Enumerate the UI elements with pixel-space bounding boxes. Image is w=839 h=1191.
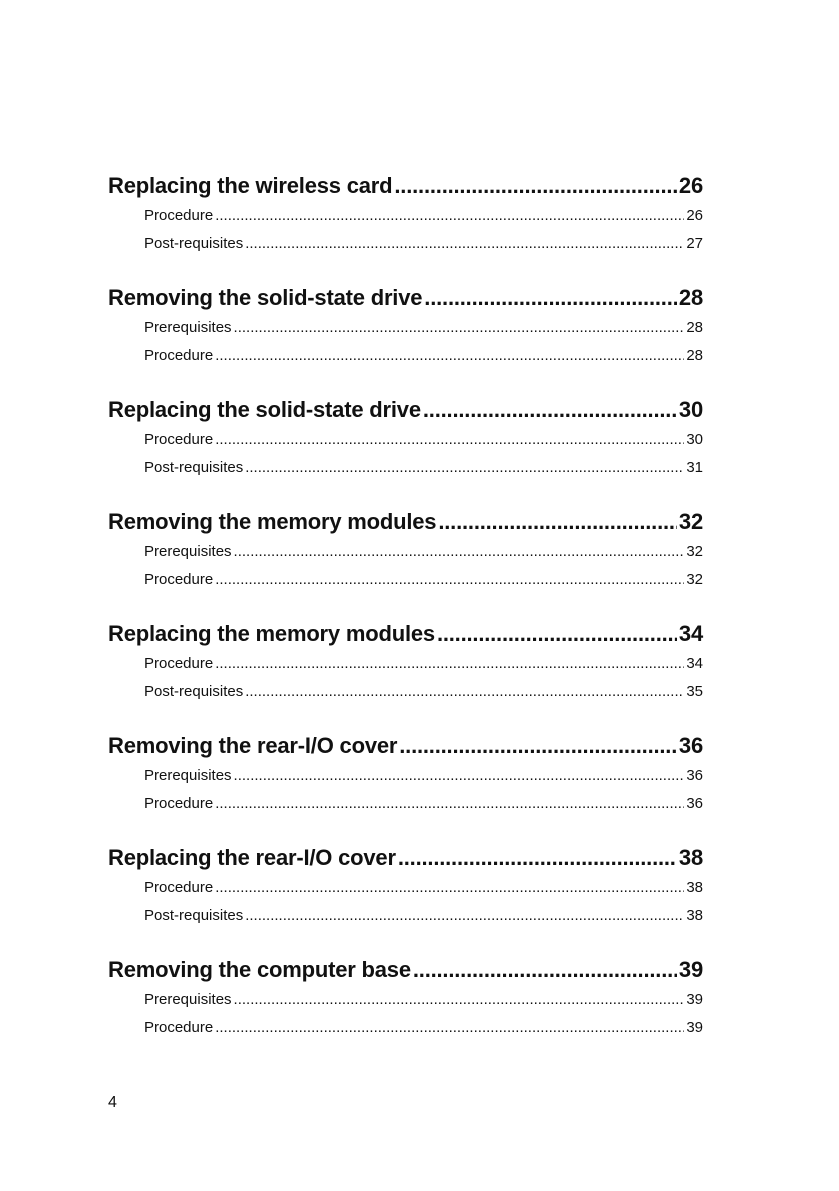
dot-leader <box>398 842 677 874</box>
dot-leader <box>245 678 684 706</box>
toc-heading-link[interactable] <box>108 394 703 426</box>
toc-entry-label: Post-requisites <box>144 907 244 924</box>
toc-section <box>108 170 703 258</box>
dot-leader <box>215 790 684 818</box>
dot-leader <box>394 170 677 202</box>
dot-leader <box>399 730 677 762</box>
toc-entry-label: Prerequisites <box>144 543 232 560</box>
toc-entry-label: Procedure <box>144 1019 214 1036</box>
dot-leader <box>437 618 677 650</box>
dot-leader <box>234 986 685 1014</box>
toc-heading-page: 36 <box>678 733 703 758</box>
toc-heading-link[interactable] <box>108 170 703 202</box>
toc-entry-link[interactable] <box>108 566 703 594</box>
toc-section <box>108 954 703 1042</box>
toc-entry-page: 36 <box>686 767 703 784</box>
toc-heading-link[interactable] <box>108 506 703 538</box>
dot-leader <box>215 650 684 678</box>
toc-heading-title: Removing the memory modules <box>108 509 437 534</box>
toc-section <box>108 282 703 370</box>
toc-entry-label: Prerequisites <box>144 767 232 784</box>
toc-entry-link[interactable] <box>108 454 703 482</box>
toc-entry-label: Post-requisites <box>144 459 244 476</box>
toc-heading-page: 34 <box>678 621 703 646</box>
toc-entry-label: Procedure <box>144 571 214 588</box>
toc-heading-page: 26 <box>678 173 703 198</box>
toc-entry-page: 31 <box>686 459 703 476</box>
toc-section <box>108 730 703 818</box>
toc-entry-link[interactable] <box>108 790 703 818</box>
dot-leader <box>413 954 677 986</box>
toc-section <box>108 506 703 594</box>
toc-heading-title: Removing the solid-state drive <box>108 285 423 310</box>
dot-leader <box>215 1014 684 1042</box>
toc-entry-label: Prerequisites <box>144 991 232 1008</box>
toc-entry-link[interactable] <box>108 202 703 230</box>
dot-leader <box>245 902 684 930</box>
toc-entry-label: Procedure <box>144 207 214 224</box>
dot-leader <box>423 394 677 426</box>
dot-leader <box>215 566 684 594</box>
table-of-contents <box>108 170 703 1066</box>
toc-heading-page: 30 <box>678 397 703 422</box>
toc-heading-title: Replacing the rear-I/O cover <box>108 845 396 870</box>
page-number: 4 <box>108 1094 117 1111</box>
toc-entry-page: 39 <box>686 991 703 1008</box>
toc-entry-label: Prerequisites <box>144 319 232 336</box>
dot-leader <box>234 538 685 566</box>
toc-entry-link[interactable] <box>108 650 703 678</box>
toc-heading-title: Replacing the wireless card <box>108 173 393 198</box>
toc-entry-link[interactable] <box>108 1014 703 1042</box>
toc-section <box>108 394 703 482</box>
toc-heading-page: 28 <box>678 285 703 310</box>
dot-leader <box>215 874 684 902</box>
toc-entry-page: 28 <box>686 319 703 336</box>
toc-heading-page: 39 <box>678 957 703 982</box>
toc-heading-link[interactable] <box>108 618 703 650</box>
toc-entry-label: Procedure <box>144 879 214 896</box>
toc-section <box>108 618 703 706</box>
toc-heading-title: Replacing the memory modules <box>108 621 435 646</box>
toc-entry-link[interactable] <box>108 678 703 706</box>
toc-entry-label: Procedure <box>144 431 214 448</box>
toc-entry-link[interactable] <box>108 986 703 1014</box>
toc-entry-link[interactable] <box>108 874 703 902</box>
toc-entry-label: Procedure <box>144 795 214 812</box>
toc-entry-link[interactable] <box>108 314 703 342</box>
toc-heading-title: Removing the rear-I/O cover <box>108 733 398 758</box>
toc-entry-link[interactable] <box>108 342 703 370</box>
toc-heading-link[interactable] <box>108 282 703 314</box>
toc-entry-page: 38 <box>686 879 703 896</box>
toc-entry-page: 39 <box>686 1019 703 1036</box>
toc-heading-page: 38 <box>678 845 703 870</box>
toc-entry-label: Post-requisites <box>144 683 244 700</box>
toc-heading-link[interactable] <box>108 842 703 874</box>
toc-section <box>108 842 703 930</box>
toc-heading-title: Replacing the solid-state drive <box>108 397 421 422</box>
toc-entry-page: 35 <box>686 683 703 700</box>
dot-leader <box>215 202 684 230</box>
toc-heading-link[interactable] <box>108 730 703 762</box>
toc-heading-title: Removing the computer base <box>108 957 411 982</box>
dot-leader <box>234 314 685 342</box>
toc-entry-page: 26 <box>686 207 703 224</box>
dot-leader <box>438 506 677 538</box>
dot-leader <box>215 426 684 454</box>
toc-entry-link[interactable] <box>108 762 703 790</box>
toc-entry-page: 38 <box>686 907 703 924</box>
toc-entry-label: Post-requisites <box>144 235 244 252</box>
dot-leader <box>424 282 677 314</box>
toc-entry-link[interactable] <box>108 230 703 258</box>
toc-entry-page: 28 <box>686 347 703 364</box>
toc-entry-page: 27 <box>686 235 703 252</box>
toc-entry-page: 34 <box>686 655 703 672</box>
toc-entry-page: 32 <box>686 571 703 588</box>
toc-entry-label: Procedure <box>144 655 214 672</box>
toc-entry-link[interactable] <box>108 426 703 454</box>
toc-heading-link[interactable] <box>108 954 703 986</box>
toc-entry-link[interactable] <box>108 538 703 566</box>
toc-entry-link[interactable] <box>108 902 703 930</box>
dot-leader <box>234 762 685 790</box>
toc-heading-page: 32 <box>678 509 703 534</box>
dot-leader <box>245 230 684 258</box>
dot-leader <box>245 454 684 482</box>
toc-entry-page: 32 <box>686 543 703 560</box>
dot-leader <box>215 342 684 370</box>
toc-entry-page: 36 <box>686 795 703 812</box>
toc-entry-label: Procedure <box>144 347 214 364</box>
toc-entry-page: 30 <box>686 431 703 448</box>
